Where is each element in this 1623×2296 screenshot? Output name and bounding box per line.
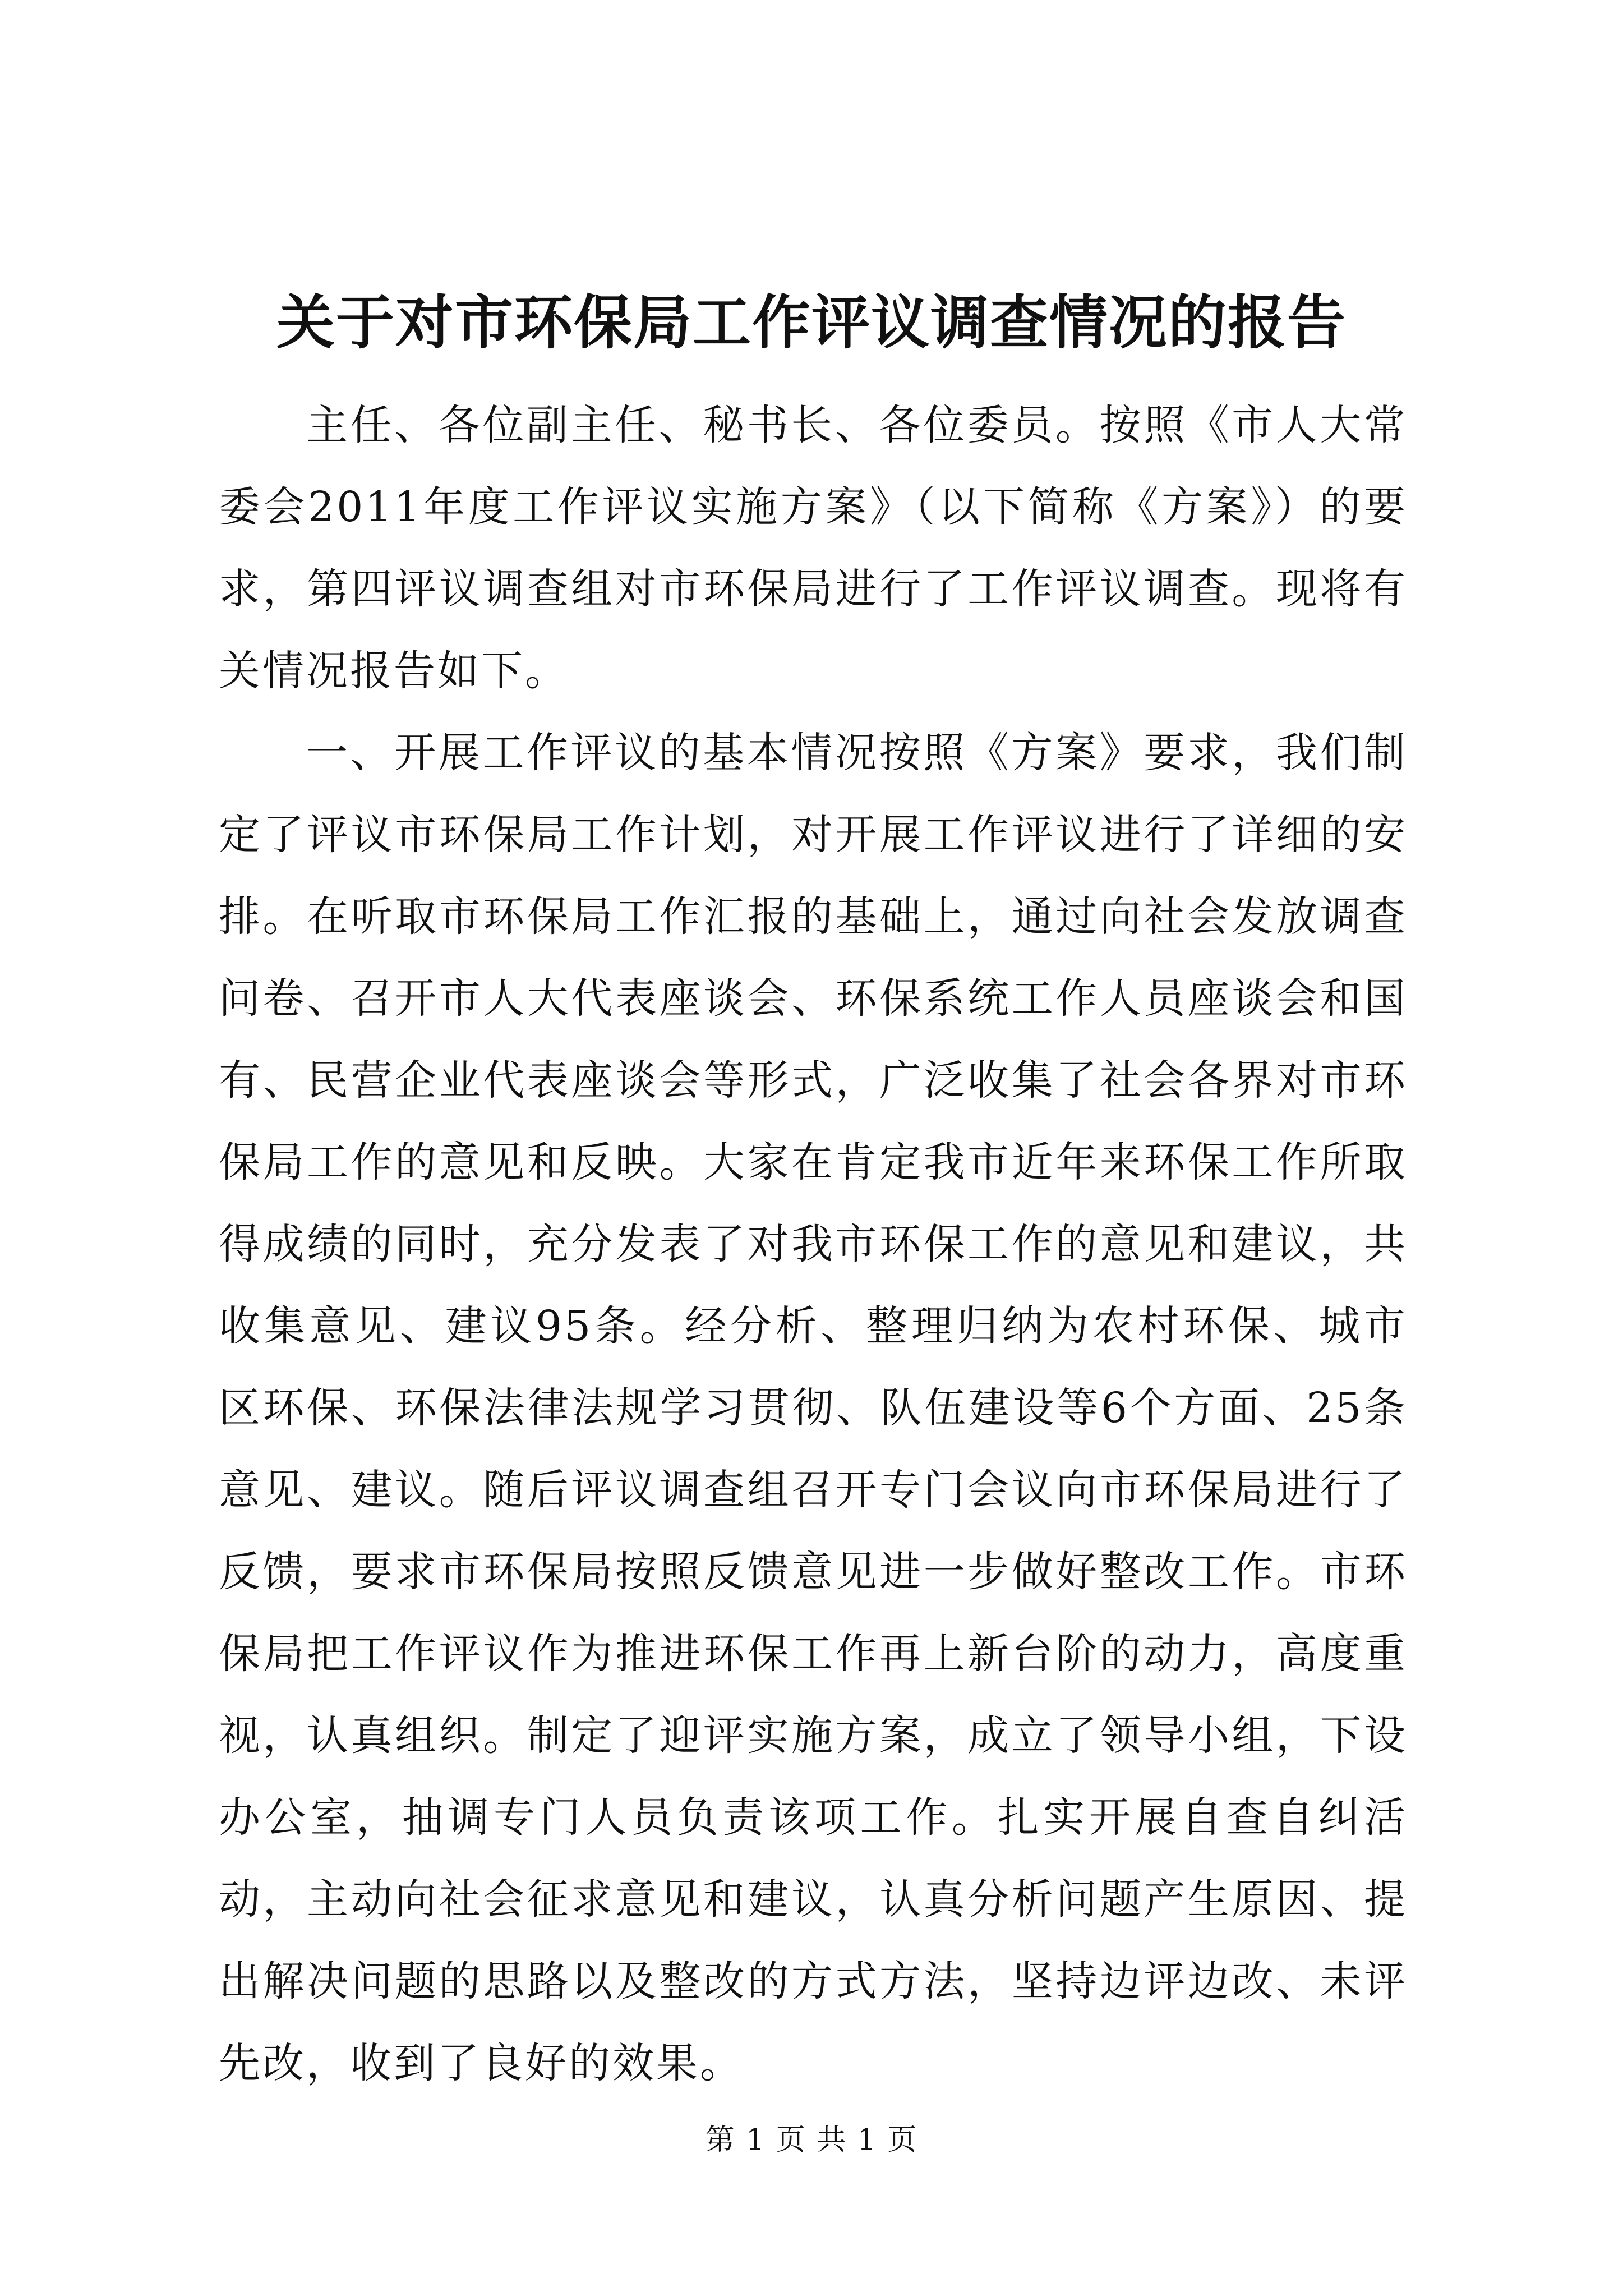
document-body (219, 384, 1408, 2104)
paragraph-section-one: 一、开展工作评议的基本情况按照《方案》要求，我们制定了评议市环保局工作计划，对开展工作评议进行了详细的安排。在听取市环保局工作汇报的基础上，通过向社会发放调查问卷、召开市人大代表座谈会、环保系统工作人员座谈会和国有、民营企业代表座谈会等形式，广泛收集了社会各界对市环保局工作的意见和反映。大家在肯定我市近年来环保工作所取得成绩的同时，充分发表了对我市环保工作的意见和建议，共收集意见、建议95条。经分析、整理归纳为农村环保、城市区环保、环保法律法规学习贯彻、队伍建设等6个方面、25条意见、建议。随后评议调查组召开专门会议向市环保局进行了反馈，要求市环保局按照反馈意见进一步做好整改工作。市环保局把工作评议作为推进环保工作再上新台阶的动力，高度重视，认真组织。制定了迎评实施方案，成立了领导小组，下设办公室，抽调专门人员负责该项工作。扎实开展自查自纠活动，主动向社会征求意见和建议，认真分析问题产生原因、提出解决问题的思路以及整改的方式方法，坚持边评边改、未评先改，收到了良好的效果。 (219, 729, 1408, 2087)
document-title: 关于对市环保局工作评议调查情况的报告 (276, 288, 1347, 357)
page-footer: 第 1 页 共 1 页 (705, 2123, 918, 2157)
paragraph-opening: 主任、各位副主任、秘书长、各位委员。按照《市人大常委会2011年度工作评议实施方案》（以下简称《方案》）的要求，第四评议调查组对市环保局进行了工作评议调查。现将有关情况报告如下。 (219, 401, 1408, 695)
